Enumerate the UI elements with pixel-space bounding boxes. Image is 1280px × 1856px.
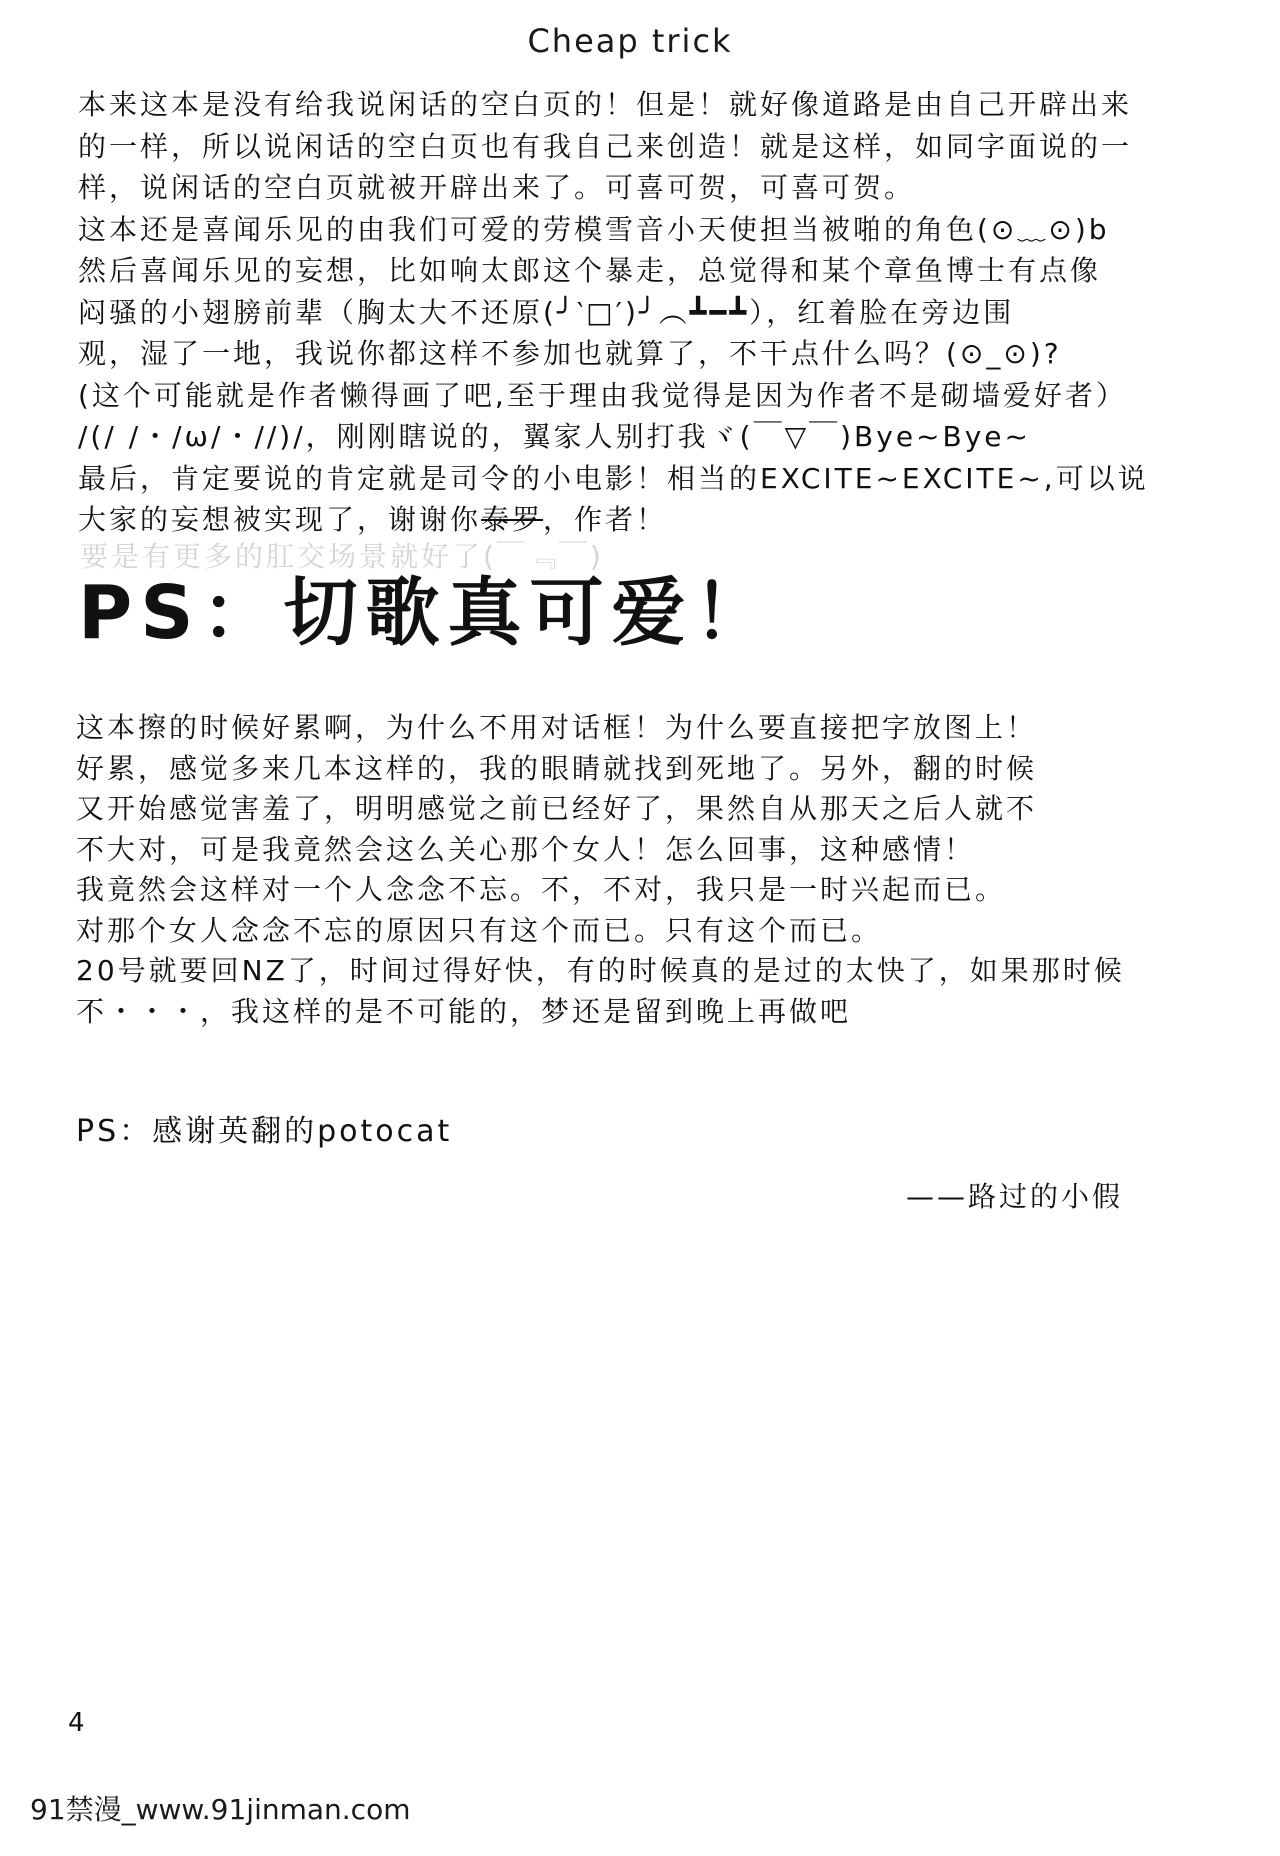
text-line: /(/ /・/ω/・//)/，刚刚瞎说的，翼家人别打我ヾ(￣▽￣)Bye~Bye~ xyxy=(78,420,1031,453)
signature: ——路过的小假 xyxy=(906,1180,1124,1213)
text-line: 好累，感觉多来几本这样的，我的眼睛就找到死地了。另外，翻的时候 xyxy=(76,751,1038,785)
text-line-head: 大家的妄想被实现了，谢谢你 xyxy=(78,503,482,536)
faint-note: 要是有更多的肛交场景就好了(￣﹃￣) xyxy=(80,540,604,573)
text-line: (这个可能就是作者懒得画了吧,至于理由我觉得是因为作者不是砌墙爱好者） xyxy=(78,378,1127,412)
text-line: 又开始感觉害羞了，明明感觉之前已经好了，果然自从那天之后人就不 xyxy=(76,792,1038,825)
text-line: 20号就要回NZ了，时间过得好快，有的时候真的是过的太快了，如果那时候 xyxy=(76,954,1125,987)
text-line: 最后，肯定要说的肯定就是司令的小电影！相当的EXCITE~EXCITE~,可以说 xyxy=(78,461,1149,495)
text-line: 观，湿了一地，我说你都这样不参加也就算了，不干点什么吗？(⊙_⊙)? xyxy=(78,337,1062,370)
notes-paragraph-2 xyxy=(76,708,1125,1032)
text-line-tail: ，作者！ xyxy=(543,503,668,536)
text-line: 然后喜闻乐见的妄想，比如响太郎这个暴走，总觉得和某个章鱼博士有点像 xyxy=(78,254,1102,287)
text-line: 对那个女人念念不忘的原因只有这个而已。只有这个而已。 xyxy=(76,913,883,947)
text-line: 这本擦的时候好累啊，为什么不用对话框！为什么要直接把字放图上！ xyxy=(76,711,1038,744)
ps-headline: PS：切歌真可爱！ xyxy=(78,570,776,656)
text-line: 不大对，可是我竟然会这么关心那个女人！怎么回事，这种感情！ xyxy=(76,832,976,866)
text-line: 的一样，所以说闲话的空白页也有我自己来创造！就是这样，如同字面说的一 xyxy=(78,129,1133,163)
text-line: 本来这本是没有给我说闲话的空白页的！但是！就好像道路是由自己开辟出来 xyxy=(78,88,1133,121)
text-line: 不・・・，我这样的是不可能的，梦还是留到晚上再做吧 xyxy=(76,994,852,1028)
notes-paragraph-1 xyxy=(78,84,1149,541)
ps-thanks: PS：感谢英翻的potocat xyxy=(76,1114,453,1149)
watermark: 91禁漫_www.91jinman.com xyxy=(30,1788,410,1828)
page-number: 4 xyxy=(68,1708,85,1738)
text-line: 闷骚的小翅膀前辈（胸太大不还原(╯‵□′)╯︵┻━┻），红着脸在旁边围 xyxy=(78,295,1015,329)
text-line: 我竟然会这样对一个人念念不忘。不，不对，我只是一时兴起而已。 xyxy=(76,873,1007,906)
struck-word: 泰罗 xyxy=(481,503,544,536)
page-title: Cheap trick xyxy=(527,22,733,60)
text-line: 样，说闲话的空白页就被开辟出来了。可喜可贺，可喜可贺。 xyxy=(78,171,916,204)
text-line: 这本还是喜闻乐见的由我们可爱的劳模雪音小天使担当被啪的角色(⊙﹏⊙)b xyxy=(78,212,1110,246)
